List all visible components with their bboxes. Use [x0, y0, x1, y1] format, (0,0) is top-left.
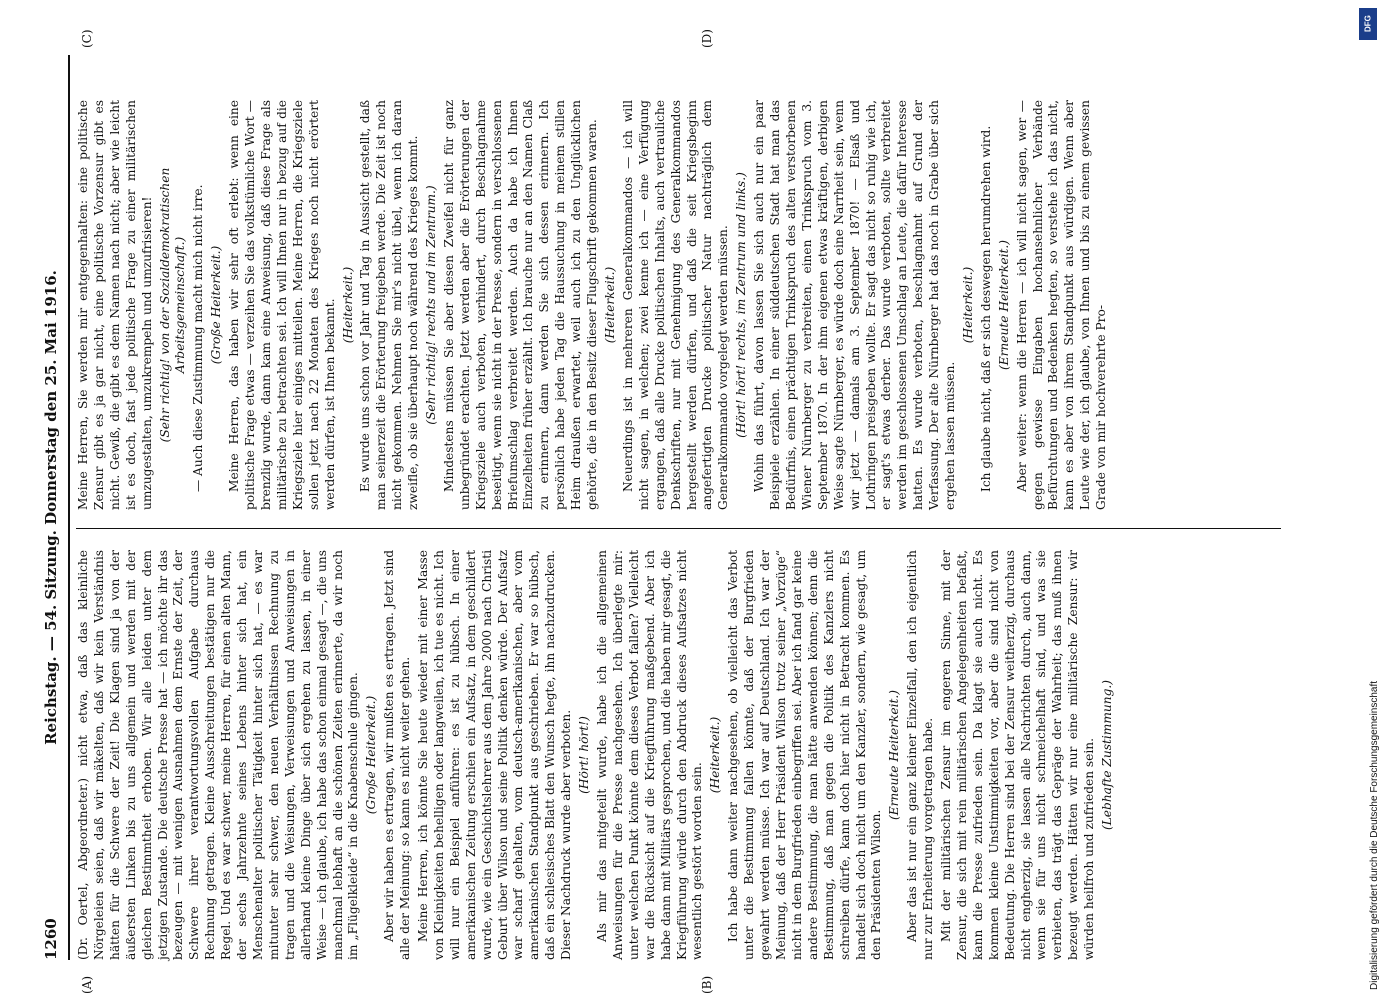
paragraph: Mindestens müssen Sie aber diesen Zweifel nicht für ganz unbegründet erachten. Jetzt werden aber die Erörterungen der Kriegsziele auch verboten, verhindert, durch Beschlagnahme beseitigt, wenn sie nicht in der Presse, sondern in verschlossenen Briefumschlag verbreitet werden. Auch da habe ich Ihnen Einzelheiten früher erzählt. Ich brauche nur an den Namen Claß zu erinnern, dann werden Sie sich dessen erinnern. Ich persönlich habe jeden Tag die Haussuchung in meinem stillen Heim draußen erwartet, weil auch ich zu den Unglücklichen gehörte, die in den Besitz dieser Flugschrift gekommen waren.: [441, 100, 600, 510]
left-column: [76, 550, 1118, 960]
paragraph: — Auch diese Zustimmung macht mich nicht irre.: [191, 184, 206, 492]
margin-marker-d: (D): [700, 29, 714, 48]
interjection: (Sehr richtig! rechts und im Zentrum.): [424, 185, 439, 425]
running-title: Reichstag. — 54. Sitzung. Donnerstag den 25. Mai 1916.: [42, 270, 60, 745]
paragraph: Meine Herren, ich könnte Sie heute wieder mit einer Masse von Kleinigkeiten behelligen oder langweilen, ich tue es nicht. Ich will nur ein Beispiel anführen: es ist zu hübsch. In einer amerikanischen Zeitung erschien ein Aufsatz, in dem geschildert wurde, wie ein Geschichtslehrer aus dem Jahre 2000 nach Christi Geburt über Wilson und seine Politik denken würde. Der Aufsatz war scharf gehalten, vom deutsch-amerikanischen, aber vom amerikanischen Standpunkt aus geschrieben. Er war so hübsch, daß ein schlesisches Blatt den Wunsch hegte, ihn nachzudrucken. Dieser Nachdruck wurde aber verboten.: [416, 550, 574, 960]
paragraph: Wohin das führt, davon lassen Sie sich auch nur ein paar Beispiele erzählen. In einer süddeutschen Stadt hat man das Bedürfnis, einen prächtigen Trinkspruch des alten verstorbenen Wiener Nürnberger zu verbreiten, einen Trinkspruch vom 3. September 1870. In der ihm eigenen etwas kräftigen, derbigen Weise sagte Nürnberger, es würde doch eine Narrheit sein, wenn wir jetzt — damals am 3. September 1870! — Elsaß und Lothringen preisgeben wollte. Er sagt das nicht so ruhig wie ich, er sagt's etwas derber. Das wurde verboten, sollte verbreitet werden im geschlossenen Umschlag an Leute, die dafür Interesse hatten. Es wurde verboten, beschlagnahmt auf Grund der Verfassung. Der alte Nürnberger hat das noch in Grabe über sich ergehen lassen müssen.: [752, 100, 958, 510]
interjection: (Heiterkeit.): [603, 266, 617, 344]
page-header: [40, 55, 66, 960]
paragraph: Ich glaube nicht, daß er sich deswegen herumdrehen wird.: [978, 125, 993, 492]
paragraph: Neuerdings ist in mehreren Generalkommandos — ich will nicht sagen, in welchen; zwei kenne ich — eine Verfügung ergangen, daß alle Drucke politischen Inhalts, auch vertrauliche Denkschriften, nur mit Genehmigung des Generalkommandos hergestellt werden dürfen, und daß die seit Kriegsbeginn angefertigten Drucke politischer Natur nachträglich dem Generalkommando vorgelegt werden müssen.: [620, 100, 731, 510]
margin-marker-c: (C): [80, 29, 94, 48]
header-rule: [68, 55, 70, 960]
right-column: [76, 100, 1112, 510]
paragraph: Aber das ist nur ein ganz kleiner Einzelfall, den ich eigentlich nur zur Erheiterung vorgetragen habe.: [905, 550, 936, 960]
page-number: 1260: [42, 918, 60, 960]
paragraph: Es wurde uns schon vor Jahr und Tag in Aussicht gestellt, daß man seinerzeit die Erörterung freigeben werde. Die Zeit ist noch nicht gekommen. Nehmen Sie mir's nicht übel, wenn ich daran zweifle, ob sie überhaupt noch während des Krieges kommt.: [358, 100, 421, 510]
paragraph: Aber wir haben es ertragen, wir mußten es ertragen. Jetzt sind alle der Meinung: so kann es nicht weiter gehen.: [382, 550, 413, 960]
paragraph: (Dr. Oertel, Abgeordneter.) nicht etwa, daß das kleinliche Nörgeleien seien, daß wir mäkelten, daß wir kein Verständnis hätten für die Schwere der Zeit! Die Klagen sind ja von der äußersten Linken bis zu uns allgemein und werden mit der gleichen Bestimmtheit erhoben. Wir alle leiden unter dem jetzigen Zustande. Die deutsche Presse hat — ich möchte ihr das bezeugen — mit wenigen Ausnahmen dem Ernste der Zeit, der Schwere ihrer verantwortungsvollen Aufgabe durchaus Rechnung getragen. Kleine Ausschreitungen bestätigen nur die Regel. Und es war schwer, meine Herren, für einen alten Mann, der sechs Jahrzehnte seines Lebens hinter sich hat, ein Menschenalter politischer Tätigkeit hinter sich hat, — es war mitunter sehr schwer, den neuen Verhältnissen Rechnung zu tragen und die Weisungen, Verweisungen und Anweisungen in allerhand kleine Dinge über sich ergehen zu lassen, in einer Weise — ich glaube, ich habe das schon einmal gesagt —, die uns manchmal lebhaft an die schönen Zeiten erinnerte, da wir noch im „Flügelkleide“ in die Knabenschule gingen.: [76, 550, 361, 960]
rotated-page: [40, 29, 1305, 994]
paragraph: Meine Herren, Sie werden mir entgegenhalten: eine politische Zensur gibt es ja gar nicht, eine politische Vorzensur gibt es nicht. Gewiß, die gibt es dem Namen nach nicht; aber wie leicht ist es doch, fast jede politische Frage zu einer militärischen umzugestalten, umzukrempeln und umzufrisieren!: [76, 100, 154, 510]
interjection: (Hört! hört!): [577, 716, 592, 794]
interjection: (Heiterkeit.): [708, 716, 723, 794]
interjection: (Heiterkeit.): [340, 266, 355, 344]
interjection: (Heiterkeit.): [960, 266, 975, 344]
paragraph: Aber weiter: wenn die Herren — ich will nicht sagen, wer — gegen gewisse Eingaben hochansehnlicher Verbände Befürchtungen und Bedenken hegten, so verstehe ich das nicht, kann es aber von ihrem Standpunkt aus würdigen. Wenn aber Leute wie der, ich glaube, von Ihnen und bis zu einem gewissen Grade von mir hochverehrte Pro-: [1014, 100, 1109, 510]
paragraph: Ich habe dann weiter nachgesehen, ob vielleicht das Verbot unter die Bestimmung fallen könnte, daß der Burgfrieden gewahrt werden müsse. Ich war auf Deutschland. Ich war der Meinung, daß der Herr Präsident Wilson trotz seiner „Vorzüge“ nicht in dem Burgfrieden einbegriffen sei. Aber ich fand gar keine andere Bestimmung, die man hätte anwenden können; denn die Bestimmung, daß man gegen die Politik des Kanzlers nicht schreiben dürfe, kann doch hier nicht in Betracht kommen. Es handelt sich doch nicht um den Kanzler, sondern, wie gesagt, um den Präsidenten Wilson.: [726, 550, 884, 960]
interjection: (Große Heiterkeit.): [209, 245, 224, 365]
margin-marker-a: (A): [80, 975, 94, 994]
interjection: (Hört! hört! rechts, im Zentrum und links.): [734, 172, 749, 438]
interjection: (Erneute Heiterkeit.): [996, 239, 1011, 371]
side-credit: Digitalisierung gefördert durch die Deutsche Forschungsgemeinschaft: [1369, 680, 1380, 990]
interjection: (Sehr richtig! von der Sozialdemokratischen Arbeitsgemeinschaft.): [157, 167, 188, 443]
interjection: (Lebhafte Zustimmung.): [1100, 679, 1115, 831]
column-divider: [76, 528, 1281, 529]
paragraph: Als mir das mitgeteilt wurde, habe ich die allgemeinen Anweisungen für die Presse nachgesehen. Ich überlegte mir: unter welchen Punkt könnte dem dieses Verbot fallen? Vielleicht war die Rücksicht auf die Kriegführung maßgebend. Aber ich habe dann mit Militärs gesprochen, und die haben mir gesagt, die Kriegführung würde durch den Abdruck dieses Aufsatzes nicht wesentlich gestört worden sein.: [595, 550, 705, 960]
paragraph: Mit der militärischen Zensur im engeren Sinne, mit der Zensur, die sich mit rein militärischen Angelegenheiten befaßt, kann die Presse zufrieden sein. Da klagt sie auch nicht. Es kommen kleine Unstimmigkeiten vor, aber die sind nicht von Bedeutung. Die Herren sind bei der Zensur weitherzig, durchaus nicht engherzig, sie lassen alle Nachrichten durch, auch dann, wenn sie für uns nicht schmeichelhaft sind, und was sie verbieten, das trägt das Gepräge der Wahrheit; das muß ihnen bezeugt werden. Hätten wir nur eine militärische Zensur: wir würden heilfroh und zufrieden sein.: [939, 550, 1097, 960]
interjection: (Große Heiterkeit.): [364, 695, 379, 815]
margin-marker-b: (B): [700, 975, 714, 994]
paragraph: Meine Herren, das haben wir sehr oft erlebt: wenn eine politische Frage etwas — verzeihen Sie das volkstümliche Wort — brenzlig wurde, dann kam eine Anweisung, daß diese Frage als militärische zu betrachten sei. Ich will Ihnen nur in bezug auf die Kriegsziele hier einiges mitteilen. Meine Herren, die Kriegsziele sollen jetzt nach 22 Monaten des Krieges noch nicht erörtert werden dürfen, ist Ihnen bekannt.: [227, 100, 337, 510]
dfg-logo: DFG: [1359, 8, 1377, 40]
side-credit-strip: [1355, 10, 1380, 990]
interjection: (Erneute Heiterkeit.): [887, 689, 902, 821]
